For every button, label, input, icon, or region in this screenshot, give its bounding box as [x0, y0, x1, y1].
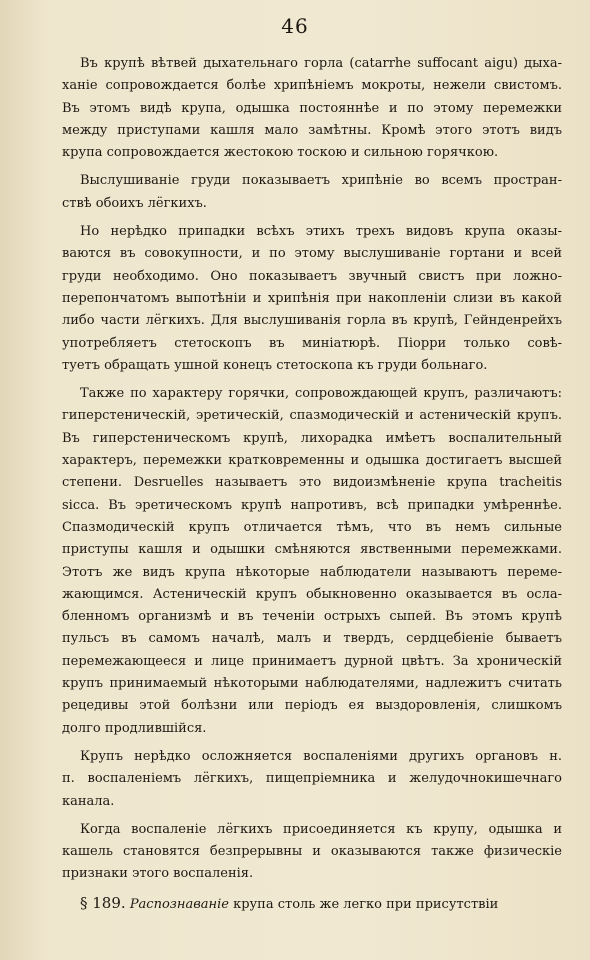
text-line: перемежающееся и лице принимаетъ дурной цвѣтъ. За хроническій: [62, 653, 562, 669]
section-text: крупа столь же легко при присутствіи: [233, 896, 499, 912]
text-line: Спазмодическій крупъ отличается тѣмъ, что въ немъ сильные: [62, 519, 562, 535]
text-line: Этотъ же видъ крупа нѣкоторые наблюдатели называютъ переме-: [62, 564, 562, 580]
section-title: Распознаваніе: [129, 896, 229, 912]
text-line: бленномъ организмѣ и въ теченіи острыхъ сыпей. Въ этомъ крупѣ: [62, 609, 562, 625]
text-line: груди необходимо. Оно показываетъ звучный свистъ при ложно-: [62, 268, 562, 284]
text-line: Выслушиваніе груди показываетъ хрипѣніе во всемъ простран-: [80, 173, 562, 189]
text-line: крупа сопровождается жестокою тоскою и сильною горячкою.: [62, 145, 499, 161]
text-line: рецедивы этой болѣзни или періодъ ея выздоровленія, слишкомъ: [62, 698, 562, 714]
text-line: Когда воспаленіе лёгкихъ присоединяется къ крупу, одышка и: [80, 821, 562, 837]
text-line: п. воспаленіемъ лёгкихъ, пищепріемника и желудочнокишечнаго: [62, 771, 562, 787]
text-line: канала.: [62, 793, 115, 809]
paragraph: [62, 170, 562, 215]
text-line: ваются въ совокупности, и по этому выслушиваніе гортани и всей: [62, 246, 562, 262]
text-line: Крупъ нерѣдко осложняется воспаленіями другихъ органовъ н.: [80, 748, 562, 764]
text-line: ханіе сопровождается болѣе хрипѣніемъ мокроты, нежели свистомъ.: [62, 78, 562, 94]
text-line: Въ этомъ видѣ крупа, одышка постояннѣе и по этому перемежки: [62, 100, 562, 116]
text-line: приступы кашля и одышки смѣняются явственными перемежками.: [62, 542, 562, 558]
text-line: гиперстеническій, эретическій, спазмодическій и астеническій крупъ.: [62, 408, 562, 424]
text-line: характеръ, перемежки кратковременны и одышка достигаетъ высшей: [62, 453, 562, 469]
text-line: ствѣ обоихъ лёгкихъ.: [62, 195, 207, 211]
text-line: sicca. Въ эретическомъ крупѣ напротивъ, всѣ припадки умѣреннѣе.: [62, 497, 562, 513]
section-heading-line: [62, 892, 562, 914]
paragraph: [62, 819, 562, 886]
text-line: Также по характеру горячки, сопровождающей крупъ, различаютъ:: [80, 386, 562, 402]
page-number: 46: [281, 14, 309, 38]
text-line: пульсъ въ самомъ началѣ, малъ и твердъ, сердцебіеніе бываетъ: [62, 631, 562, 647]
text-line: долго продлившійся.: [62, 720, 207, 736]
paragraph: [62, 383, 562, 740]
paragraph: [62, 746, 562, 813]
text-line: Въ гиперстеническомъ крупѣ, лихорадка имѣетъ воспалительный: [62, 430, 562, 446]
text-line: туетъ обращать ушной конецъ стетоскопа къ груди больнаго.: [62, 357, 488, 373]
text-line: перепончатомъ выпотѣніи и хрипѣнія при накопленіи слизи въ какой: [62, 290, 562, 306]
section-number: § 189.: [80, 893, 126, 912]
text-line: признаки этого воспаленія.: [62, 866, 254, 882]
text-line: Но нерѣдко припадки всѣхъ этихъ трехъ видовъ крупа оказы-: [80, 224, 562, 240]
body-text: [62, 53, 562, 914]
text-line: употребляетъ стетоскопъ въ миніатюрѣ. Піорри только совѣ-: [62, 335, 562, 351]
text-line: между приступами кашля мало замѣтны. Кромѣ этого этотъ видъ: [62, 122, 562, 138]
text-line: крупъ принимаемый нѣкоторыми наблюдателями, надлежитъ считать: [62, 676, 562, 692]
text-line: либо части лёгкихъ. Для выслушиванія горла въ крупѣ, Гейнденрейхъ: [62, 313, 562, 329]
paragraph: [62, 53, 562, 164]
text-line: степени. Desruelles называетъ это видоизмѣненіе крупа tracheitis: [62, 475, 562, 491]
text-line: жающимся. Астеническій крупъ обыкновенно оказывается въ осла-: [62, 586, 562, 602]
text-line: кашель становятся безпрерывны и оказываются также физическіе: [62, 844, 562, 860]
text-line: Въ крупѣ вѣтвей дыхательнаго горла (catarrhe suffocant aigu) дыха-: [80, 56, 562, 71]
paragraph: [62, 221, 562, 377]
